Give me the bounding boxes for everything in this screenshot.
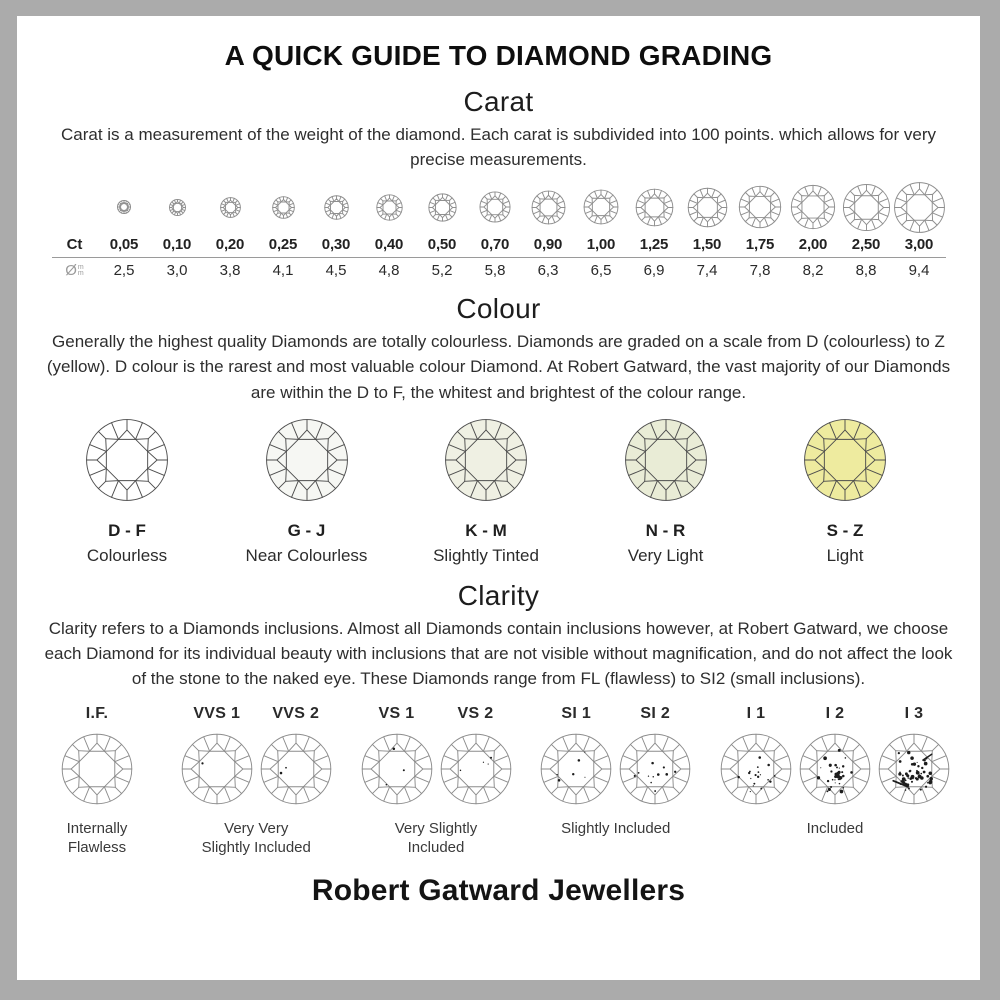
carat-mm-value: 8,2: [802, 262, 824, 280]
clarity-stone-row: [360, 705, 513, 811]
diameter-unit-top: m: [77, 263, 84, 271]
clarity-diamond-icon: [798, 732, 872, 811]
carat-diamond-icon: [204, 178, 257, 236]
carat-ct-row-label: Ct: [66, 236, 83, 254]
clarity-grade-code: VS 2: [457, 705, 494, 723]
carat-mm-value: 5,8: [484, 262, 506, 280]
colour-grade-item: [41, 417, 213, 566]
carat-mm-value: 2,5: [113, 262, 135, 280]
carat-ct-value: 0,30: [321, 236, 351, 254]
carat-ct-value: 3,00: [904, 236, 934, 254]
carat-diamond-icon: [628, 178, 681, 236]
carat-diamond-icon: [575, 178, 628, 236]
carat-mm-value: 3,8: [219, 262, 241, 280]
carat-diamond-icon: [310, 178, 363, 236]
carat-ct-value: 0,40: [374, 236, 404, 254]
carat-heading: Carat: [463, 86, 534, 117]
colour-grade-range: D - F: [108, 520, 146, 540]
clarity-stone: [180, 705, 254, 811]
carat-mm-value: 7,8: [749, 262, 771, 280]
carat-mm-value: 4,1: [272, 262, 294, 280]
clarity-stone: [360, 705, 434, 811]
clarity-grade-code: SI 2: [640, 705, 671, 723]
colour-grade-label: Light: [826, 545, 864, 565]
colour-grade-label: Near Colourless: [245, 545, 368, 565]
colour-grade-range: S - Z: [826, 520, 864, 540]
clarity-group: [719, 705, 951, 839]
carat-mm-value: 4,5: [325, 262, 347, 280]
clarity-grade-code: I 1: [746, 705, 766, 723]
colour-grade-range: G - J: [287, 520, 326, 540]
diameter-unit: [78, 265, 84, 277]
clarity-stone: [719, 705, 793, 811]
clarity-grade-code: SI 1: [561, 705, 592, 723]
carat-diamond-icon: [787, 178, 840, 236]
carat-diamond-icon: [98, 178, 151, 236]
clarity-group: [180, 705, 333, 858]
carat-mm-value: 3,0: [166, 262, 188, 280]
colour-grade-label: Colourless: [86, 545, 168, 565]
clarity-heading: Clarity: [457, 579, 540, 611]
clarity-diamond-icon: [360, 732, 434, 811]
clarity-grade-code: VVS 2: [272, 705, 320, 723]
carat-ct-value: 0,70: [480, 236, 510, 254]
colour-diamond-icon: [623, 417, 709, 508]
clarity-group-description: Very Slightly Included: [394, 820, 478, 856]
clarity-grade-code: I 3: [904, 705, 924, 723]
clarity-stone: [877, 705, 951, 811]
clarity-diamond-icon: [877, 732, 951, 811]
colour-diamond-icon: [802, 417, 888, 508]
clarity-grade-code: I 2: [825, 705, 845, 723]
clarity-group-description: Internally Flawless: [66, 820, 128, 856]
colour-diamond-icon: [443, 417, 529, 508]
carat-mm-value: 5,2: [431, 262, 453, 280]
page-title: A QUICK GUIDE TO DIAMOND GRADING: [224, 40, 773, 71]
colour-diamond-icon: [264, 417, 350, 508]
carat-diamond-icon: [734, 178, 787, 236]
colour-heading: Colour: [456, 293, 541, 325]
carat-diamond-icon: [363, 178, 416, 236]
carat-ct-value: 1,25: [639, 236, 669, 254]
carat-diamond-icon: [893, 178, 946, 236]
carat-ct-value: 0,20: [215, 236, 245, 254]
clarity-diamond-icon: [180, 732, 254, 811]
carat-table-rule: [52, 257, 946, 258]
carat-diameter-row-label: [52, 262, 98, 279]
clarity-diamond-icon: [539, 732, 613, 811]
colour-grade-row: [41, 417, 931, 566]
colour-section: [41, 279, 956, 565]
clarity-group: [539, 705, 692, 839]
clarity-grade-code: VS 1: [378, 705, 415, 723]
carat-ct-value: 1,75: [745, 236, 775, 254]
carat-ct-value: 0,10: [162, 236, 192, 254]
diameter-symbol: Ø: [65, 262, 77, 280]
colour-grade-item: [759, 417, 931, 566]
carat-diamond-icon: [416, 178, 469, 236]
clarity-diamond-icon: [618, 732, 692, 811]
carat-ct-value: 0,50: [427, 236, 457, 254]
colour-diamond-icon: [84, 417, 170, 508]
carat-ct-value: 1,00: [586, 236, 616, 254]
carat-mm-value: 4,8: [378, 262, 400, 280]
colour-grade-label: Slightly Tinted: [433, 545, 539, 565]
colour-grade-item: [221, 417, 393, 566]
carat-mm-value: 9,4: [908, 262, 930, 280]
carat-mm-value: 8,8: [855, 262, 877, 280]
infographic-page: [17, 16, 980, 980]
clarity-group-description: Slightly Included: [561, 820, 671, 838]
carat-ct-value: 2,00: [798, 236, 828, 254]
carat-size-table: [52, 178, 946, 279]
clarity-description: Clarity refers to a Diamonds inclusions. Almost all Diamonds contain inclusions however, at Robert Gatward, we choose each Diamond for its individual beauty with inclusions that are not visible without magnification, and do not affect the look of the stone to the naked eye. These Diamonds range from FL (flawless) to SI2 (small inclusions).: [44, 618, 953, 689]
carat-ct-value: 0,90: [533, 236, 563, 254]
carat-mm-value: 7,4: [696, 262, 718, 280]
clarity-stone: [618, 705, 692, 811]
carat-section: [52, 72, 946, 279]
carat-ct-value: 0,05: [109, 236, 139, 254]
clarity-stone: [60, 705, 134, 811]
carat-ct-value: 2,50: [851, 236, 881, 254]
clarity-stone-row: [60, 705, 134, 811]
carat-mm-value: 6,9: [643, 262, 665, 280]
carat-ct-value: 1,50: [692, 236, 722, 254]
clarity-section: [41, 566, 956, 858]
carat-diamond-icon: [151, 178, 204, 236]
clarity-diamond-icon: [259, 732, 333, 811]
clarity-stone: [539, 705, 613, 811]
footer-brand: Robert Gatward Jewellers: [311, 873, 686, 907]
colour-grade-item: [400, 417, 572, 566]
clarity-group: [360, 705, 513, 858]
colour-grade-label: Very Light: [627, 545, 704, 565]
carat-diamond-icon: [522, 178, 575, 236]
clarity-diamond-icon: [439, 732, 513, 811]
clarity-group: [41, 705, 153, 858]
carat-description: Carat is a measurement of the weight of the diamond. Each carat is subdivided into 100 points. which allows for very precise measurements.: [60, 125, 936, 170]
clarity-grade-code: I.F.: [85, 705, 109, 723]
carat-diamond-icon: [257, 178, 310, 236]
clarity-diamond-icon: [719, 732, 793, 811]
carat-diamond-icon: [469, 178, 522, 236]
carat-diamond-icon: [840, 178, 893, 236]
colour-grade-range: K - M: [465, 520, 507, 540]
clarity-grade-code: VVS 1: [193, 705, 241, 723]
clarity-stone-row: [719, 705, 951, 811]
colour-grade-item: [580, 417, 752, 566]
colour-description: Generally the highest quality Diamonds are totally colourless. Diamonds are graded on a scale from D (colourless) to Z (yellow). D colour is the rarest and most valuable colour Diamond. At Robert Gatward, the vast majority of our Diamonds are within the D to F, the whitest and brightest of the colour range.: [46, 332, 951, 402]
carat-mm-value: 6,5: [590, 262, 612, 280]
colour-grade-range: N - R: [645, 520, 686, 540]
clarity-diamond-icon: [60, 732, 134, 811]
carat-ct-value: 0,25: [268, 236, 298, 254]
clarity-stone-row: [539, 705, 692, 811]
clarity-stone: [439, 705, 513, 811]
diameter-unit-bottom: m: [77, 269, 84, 277]
clarity-stone: [259, 705, 333, 811]
clarity-group-description: Included: [806, 820, 864, 838]
carat-diamond-icon: [681, 178, 734, 236]
clarity-group-description: Very Very Slightly Included: [201, 820, 311, 856]
carat-mm-value: 6,3: [537, 262, 559, 280]
clarity-grade-row: [41, 705, 951, 858]
clarity-stone: [798, 705, 872, 811]
clarity-stone-row: [180, 705, 333, 811]
